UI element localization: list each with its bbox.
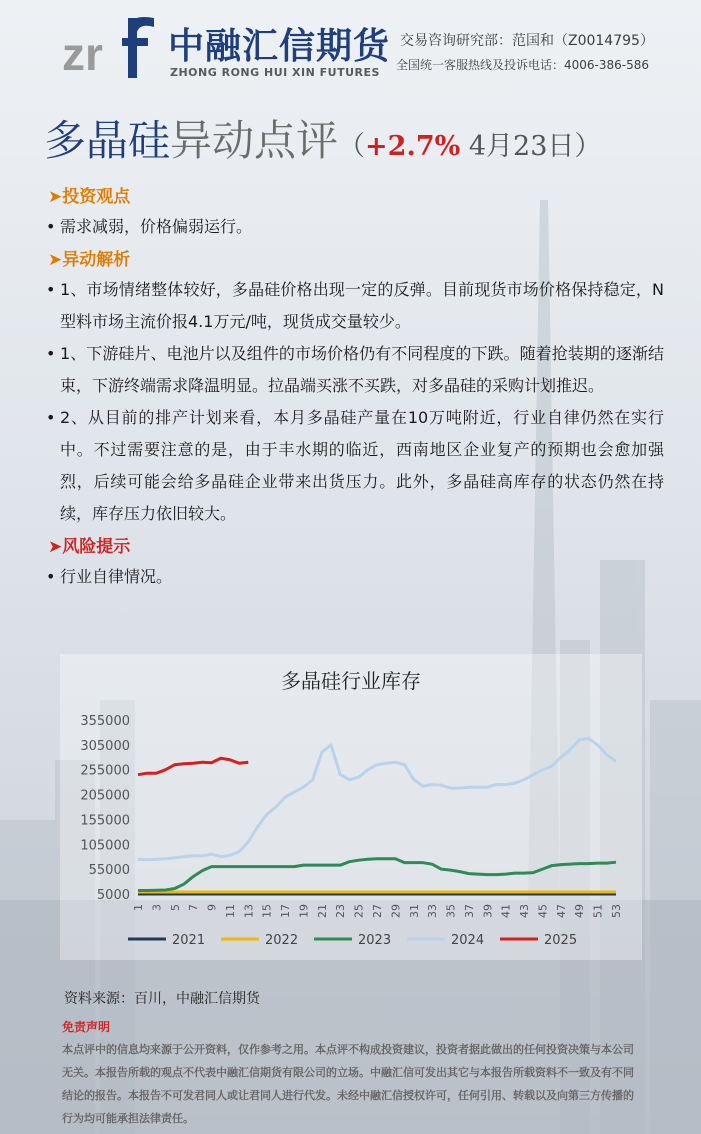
x-tick-label: 11 (223, 904, 237, 918)
x-tick-label: 9 (205, 904, 219, 911)
list-item: • 1、市场情绪整体较好，多晶硅价格出现一定的反弹。目前现货市场价格保持稳定，N型料市场主流价报4.1万元/吨，现货成交量较少。 (44, 274, 664, 338)
legend-label-2025: 2025 (544, 933, 578, 948)
list-item: • 1、下游硅片、电池片以及组件的市场价格仍有不同程度的下跌。随着抢装期的逐渐结束，下游终端需求降温明显。拉晶端买涨不买跌，对多晶硅的采购计划推迟。 (44, 338, 664, 402)
section-investment-view: ➤投资观点 (48, 187, 131, 207)
zrhx-logo-icon (62, 14, 158, 78)
svg-text:zr: zr (62, 28, 103, 78)
inventory-chart (60, 654, 642, 960)
title-paren: （ (338, 131, 366, 162)
y-tick-label: 355000 (80, 714, 130, 729)
disclaimer-body: 本点评中的信息均来源于公开资料，仅作参考之用。本点评不构成投资建议，投资者据此做出的任何投资决策与本公司无关。本报告所载的观点不代表中融汇信期货有限公司的立场。中融汇信可发出其它与本报告所载资料不一致及有不同结论的报告。本报告不可发君同人或让君同人进行代发。未经中融汇信授权许可，任何引用、转载以及向第三方传播的行为均可能承担法律责任。 (62, 1043, 634, 1125)
x-tick-label: 53 (610, 904, 623, 918)
y-tick-label: 105000 (80, 838, 130, 854)
title-date: 4月23日） (460, 131, 602, 162)
y-tick-label: 305000 (80, 738, 130, 754)
list-item: • 需求减弱，价格偏弱运行。 (44, 211, 664, 243)
x-tick-label: 3 (150, 904, 164, 911)
x-tick-label: 51 (591, 904, 605, 918)
x-tick-label: 35 (444, 904, 458, 918)
title-product: 多晶硅 (44, 116, 171, 165)
x-tick-label: 1 (132, 904, 145, 911)
hotline-contact: 全国统一客服热线及投诉电话：4006-386-586 (396, 58, 650, 72)
x-tick-label: 17 (279, 904, 293, 918)
x-tick-label: 33 (426, 904, 440, 918)
x-tick-label: 15 (260, 904, 274, 918)
company-name-cn: 中融汇信期货 (168, 26, 391, 67)
legend-label-2021: 2021 (172, 933, 206, 948)
x-tick-label: 5 (168, 904, 182, 911)
arrow-right-icon: ➤ (48, 537, 63, 557)
report-body (44, 180, 664, 593)
title-subject: 异动点评 (170, 116, 339, 165)
x-tick-label: 7 (187, 904, 201, 911)
section-analysis: ➤异动解析 (48, 250, 131, 270)
x-tick-label: 19 (297, 904, 311, 918)
x-tick-label: 45 (536, 904, 550, 918)
x-tick-label: 47 (554, 904, 568, 918)
x-tick-label: 31 (407, 904, 421, 918)
x-tick-label: 41 (499, 904, 513, 918)
x-tick-label: 43 (518, 904, 532, 918)
x-tick-label: 39 (481, 904, 495, 918)
x-tick-label: 27 (371, 904, 384, 918)
y-tick-label: 155000 (80, 813, 130, 829)
y-tick-label: 205000 (80, 788, 130, 804)
legend-label-2024: 2024 (451, 933, 485, 948)
arrow-right-icon: ➤ (48, 187, 63, 207)
x-tick-label: 23 (334, 904, 348, 918)
legend-label-2023: 2023 (358, 933, 392, 948)
x-tick-label: 49 (573, 904, 587, 918)
data-source: 资料来源：百川，中融汇信期货 (64, 991, 260, 1007)
inventory-chart-svg (60, 654, 642, 960)
x-tick-label: 13 (242, 904, 256, 918)
list-item: • 行业自律情况。 (44, 561, 664, 593)
analyst-contact: 交易咨询研究部：范国和（Z0014795） (400, 33, 654, 49)
x-tick-label: 29 (389, 904, 403, 918)
company-name-en: ZHONG RONG HUI XIN FUTURES (170, 66, 380, 79)
x-tick-label: 37 (462, 904, 476, 918)
list-item: • 2、从目前的排产计划来看，本月多晶硅产量在10万吨附近，行业自律仍然在实行中。不过需要注意的是，由于丰水期的临近，西南地区企业复产的预期也会愈加强烈，后续可能会给多晶硅企业带来出货压力。此外，多晶硅高库存的状态仍然在持续，库存压力依旧较大。 (44, 402, 664, 530)
page-title (44, 108, 601, 168)
report-header (0, 0, 701, 98)
y-tick-label: 55000 (88, 863, 130, 879)
section-risk: ➤风险提示 (48, 537, 131, 557)
disclaimer-title: 免责声明 (62, 1020, 111, 1034)
x-tick-label: 21 (315, 904, 329, 918)
arrow-right-icon: ➤ (48, 250, 63, 270)
x-tick-label: 25 (352, 904, 366, 918)
legend-label-2022: 2022 (265, 933, 299, 948)
title-change: +2.7% (365, 131, 461, 162)
y-tick-label: 5000 (96, 888, 130, 903)
chart-title: 多晶硅行业库存 (281, 669, 421, 693)
y-tick-label: 255000 (80, 763, 130, 779)
